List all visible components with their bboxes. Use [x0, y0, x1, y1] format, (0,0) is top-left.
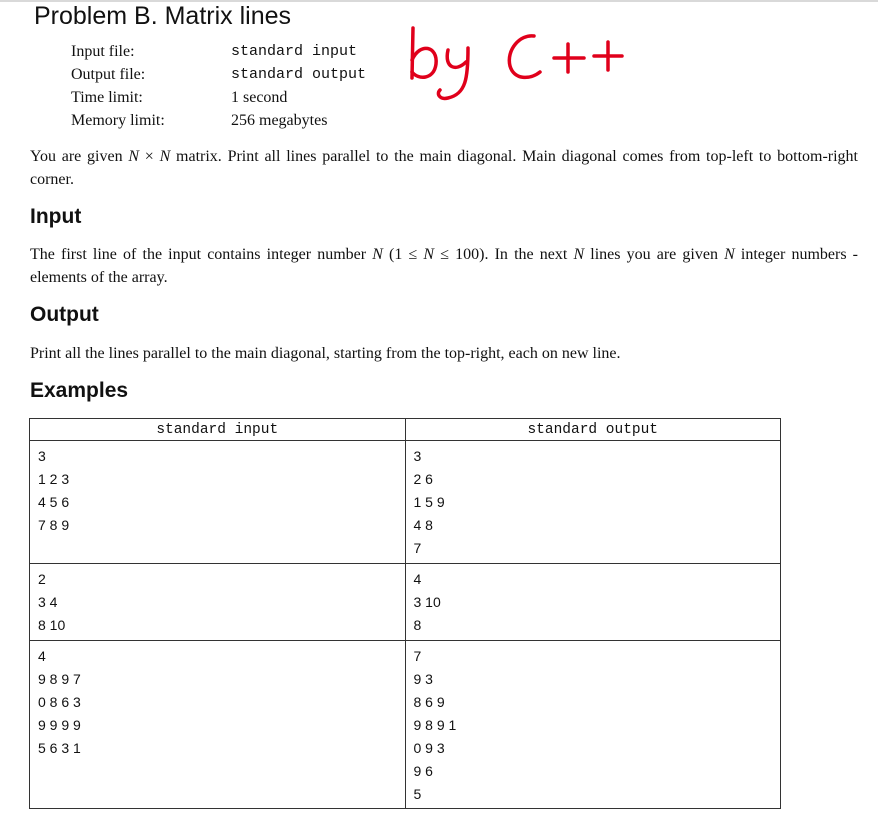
input-text: lines you are given [584, 246, 725, 263]
input-text: ≤ 100). In the next [434, 246, 574, 263]
meta-output-file [71, 63, 366, 86]
code-line: 4 [413, 571, 422, 587]
example-row [30, 564, 781, 641]
meta-label: Memory limit: [71, 111, 165, 129]
meta-value: 1 second [231, 88, 288, 106]
var-n: N [423, 246, 435, 263]
examples-heading: Examples [30, 379, 129, 402]
code-line: 8 10 [38, 617, 66, 633]
problem-title: Problem B. Matrix lines [34, 2, 292, 30]
meta-value: standard output [231, 66, 367, 83]
code-line: 0 9 3 [413, 740, 445, 756]
code-line: 2 [38, 571, 46, 587]
meta-value: standard input [231, 43, 358, 60]
example-row [30, 441, 781, 564]
code-line: 3 [413, 448, 422, 464]
meta-input-file [71, 40, 366, 63]
code-line: 0 8 6 3 [38, 694, 81, 710]
meta-value: 256 megabytes [231, 111, 328, 129]
code-line: 3 [38, 448, 46, 464]
example-output-cell [405, 641, 781, 809]
code-line: 9 6 [413, 763, 433, 779]
input-column-header: standard input [30, 419, 406, 441]
code-line: 5 [413, 786, 422, 802]
code-line: 4 5 6 [38, 494, 70, 510]
meta-label: Output file: [71, 65, 146, 83]
intro-paragraph [30, 145, 858, 191]
examples-table [29, 418, 781, 809]
intro-text: You are given [30, 148, 129, 165]
code-line: 3 4 [38, 594, 58, 610]
code-line: 7 [413, 648, 422, 664]
code-line: 3 10 [413, 594, 441, 610]
code-line: 9 9 9 9 [38, 717, 81, 733]
code-line: 8 6 9 [413, 694, 445, 710]
output-paragraph: Print all the lines parallel to the main diagonal, starting from the top-right, each on new line. [30, 345, 621, 362]
output-column-header: standard output [405, 419, 781, 441]
input-heading: Input [30, 205, 82, 228]
example-row [30, 641, 781, 809]
code-line: 5 6 3 1 [38, 740, 81, 756]
problem-meta [71, 40, 366, 132]
var-n: N [128, 148, 140, 165]
example-input-cell [30, 641, 406, 809]
intro-text: × [139, 148, 160, 165]
code-line: 7 [413, 540, 422, 556]
output-heading: Output [30, 303, 99, 326]
input-paragraph [30, 243, 858, 289]
code-line: 9 3 [413, 671, 433, 687]
code-line: 7 8 9 [38, 517, 70, 533]
examples-header-row [30, 419, 781, 441]
example-input-cell [30, 441, 406, 564]
example-input-cell [30, 564, 406, 641]
var-n: N [159, 148, 171, 165]
example-output-cell [405, 564, 781, 641]
input-text: The first line of the input contains integer number [30, 246, 373, 263]
example-output-cell [405, 441, 781, 564]
code-line: 4 8 [413, 517, 433, 533]
meta-label: Input file: [71, 42, 135, 60]
code-line: 1 5 9 [413, 494, 445, 510]
handwritten-annotation [400, 8, 640, 108]
code-line: 1 2 3 [38, 471, 70, 487]
input-text: (1 ≤ [382, 246, 424, 263]
code-line: 4 [38, 648, 46, 664]
intro-text: matrix. Print all lines parallel to the main diagonal. Main diagonal comes from top-left to bottom-right corner. [30, 148, 859, 188]
code-line: 9 8 9 1 [413, 717, 457, 733]
var-n: N [372, 246, 383, 263]
var-n: N [573, 246, 585, 263]
code-line: 9 8 9 7 [38, 671, 81, 687]
meta-memory-limit [71, 109, 366, 132]
code-line: 2 6 [413, 471, 433, 487]
meta-time-limit [71, 86, 366, 109]
meta-label: Time limit: [71, 88, 143, 106]
input-text: integer numbers - elements of the array. [30, 246, 859, 286]
var-n: N [724, 246, 735, 263]
code-line: 8 [413, 617, 422, 633]
